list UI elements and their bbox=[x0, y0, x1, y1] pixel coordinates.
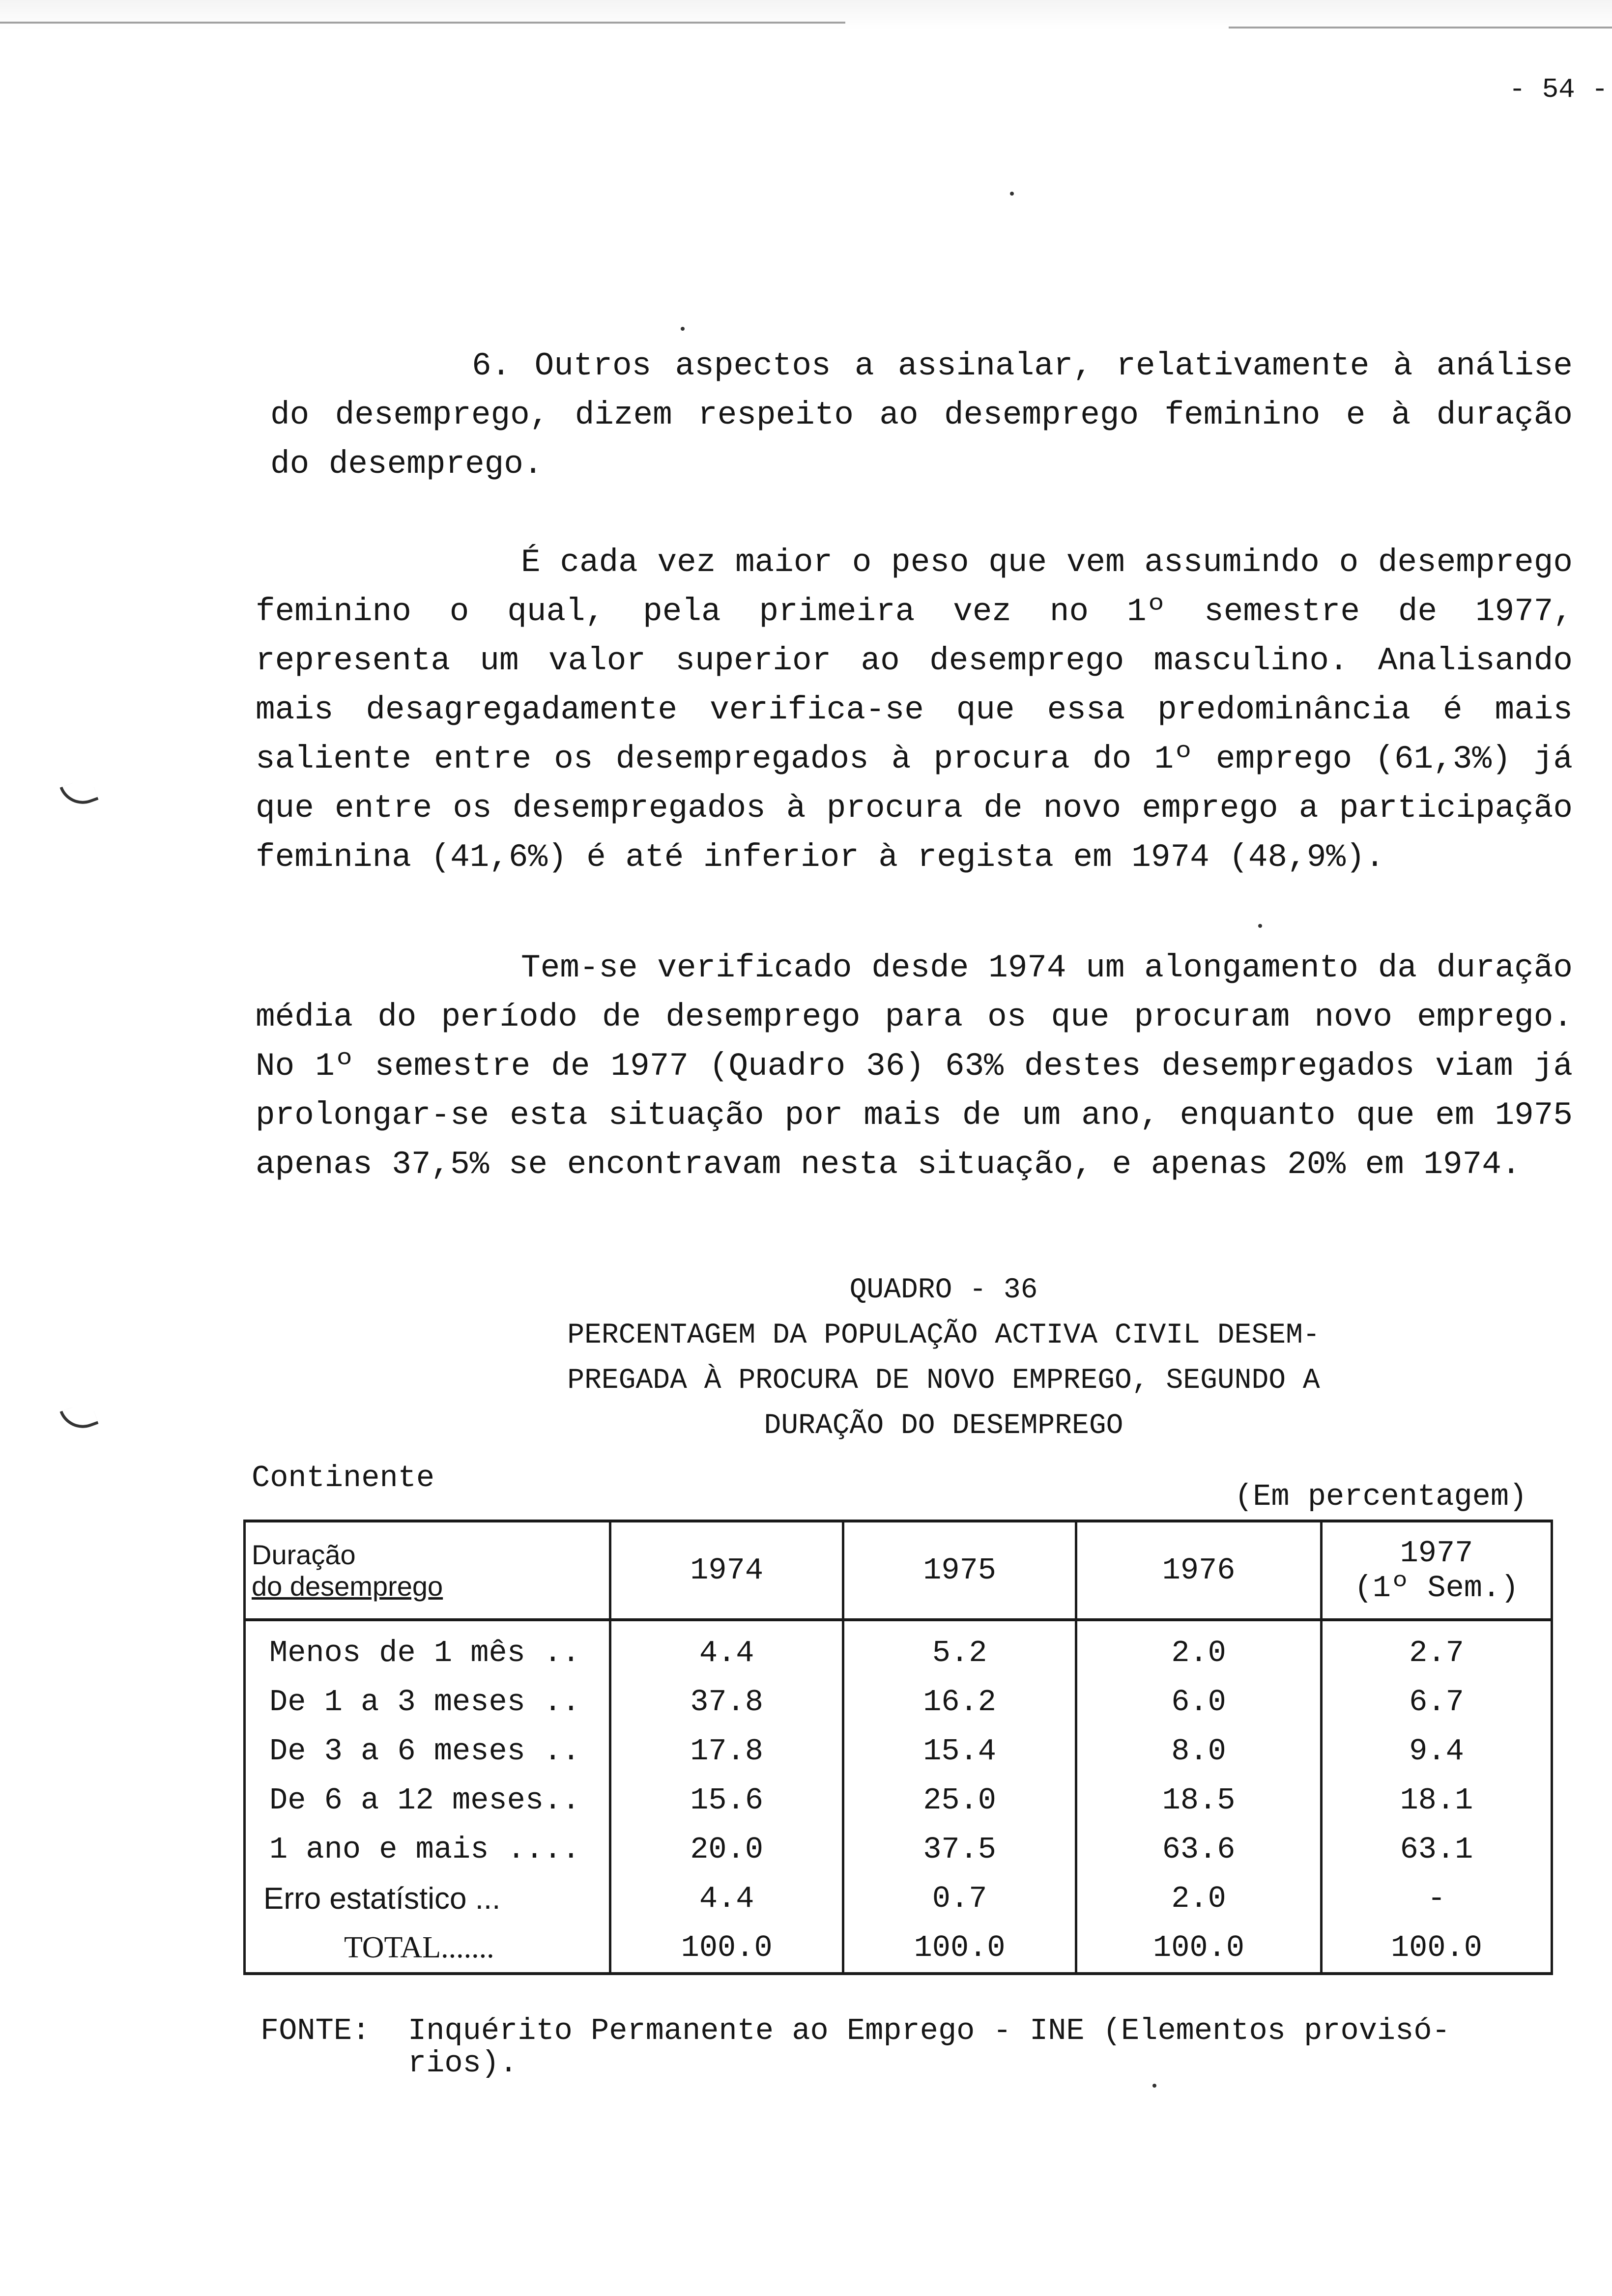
cell-1977: 63.1 bbox=[1321, 1825, 1552, 1874]
speck bbox=[1010, 192, 1014, 196]
cell-1974: 17.8 bbox=[610, 1726, 843, 1776]
table-source bbox=[260, 2015, 1450, 2080]
cell-1976: 18.5 bbox=[1076, 1776, 1322, 1825]
header-1976: 1976 bbox=[1076, 1521, 1322, 1620]
cell-1976: 63.6 bbox=[1076, 1825, 1322, 1874]
row-label: De 6 a 12 meses.. bbox=[245, 1776, 610, 1825]
table-row bbox=[245, 1677, 1552, 1726]
row-label: De 1 a 3 meses .. bbox=[245, 1677, 610, 1726]
scan-artifact-line bbox=[0, 22, 845, 24]
paragraph-3 bbox=[256, 944, 1573, 1189]
cell-1974: 37.8 bbox=[610, 1677, 843, 1726]
binding-hole-mark bbox=[59, 776, 98, 811]
table-total-row bbox=[245, 1923, 1552, 1974]
cell-1974: 100.0 bbox=[610, 1923, 843, 1974]
cell-1976: 100.0 bbox=[1076, 1923, 1322, 1974]
row-label: Menos de 1 mês .. bbox=[245, 1620, 610, 1677]
row-label: Erro estatístico ... bbox=[245, 1874, 610, 1923]
paragraph-1-text: 6. Outros aspectos a assinalar, relativamente à análise do desemprego, dizem respeito ao desemprego feminino e à duração do desemprego. bbox=[270, 347, 1573, 483]
header-1974: 1974 bbox=[610, 1521, 843, 1620]
cell-1974: 15.6 bbox=[610, 1776, 843, 1825]
table-row bbox=[245, 1620, 1552, 1677]
cell-1976: 2.0 bbox=[1076, 1874, 1322, 1923]
cell-1976: 6.0 bbox=[1076, 1677, 1322, 1726]
paragraph-2-text: É cada vez maior o peso que vem assumindo o desemprego feminino o qual, pela primeira vez no 1º semestre de 1977, representa um valor superior ao desemprego masculino. Analisando mais desagregadamente verifica-se que essa predominância é mais saliente entre os desempregados à procura do 1º emprego (61,3%) já que entre os desempregados à procura de novo emprego a participação feminina (41,6%) é até inferior à regista em 1974 (48,9%). bbox=[256, 544, 1573, 876]
cell-1975: 0.7 bbox=[843, 1874, 1076, 1923]
header-1977 bbox=[1321, 1521, 1552, 1620]
header-1977-line1: 1977 bbox=[1400, 1535, 1473, 1571]
cell-1976: 2.0 bbox=[1076, 1620, 1322, 1677]
cell-1975: 15.4 bbox=[843, 1726, 1076, 1776]
speck bbox=[681, 327, 685, 331]
table-region: Continente bbox=[252, 1461, 435, 1495]
cell-1974: 4.4 bbox=[610, 1874, 843, 1923]
header-1977-line2: (1º Sem.) bbox=[1354, 1570, 1519, 1606]
table-title-line: PERCENTAGEM DA POPULAÇÃO ACTIVA CIVIL DESEM- bbox=[567, 1320, 1320, 1351]
row-label: De 3 a 6 meses .. bbox=[245, 1726, 610, 1776]
table-row bbox=[245, 1825, 1552, 1874]
source-text: Inquérito Permanente ao Emprego - INE (Elementos provisó- bbox=[408, 2013, 1450, 2048]
table-number: QUADRO - 36 bbox=[849, 1274, 1038, 1306]
cell-1975: 16.2 bbox=[843, 1677, 1076, 1726]
paragraph-3-text: Tem-se verificado desde 1974 um alongamento da duração média do período de desemprego para os que procuram novo emprego. No 1º semestre de 1977 (Quadro 36) 63% destes desempregados viam já prolongar-se esta situação por mais de um ano, enquanto que em 1975 apenas 37,5% se encontravam nesta situação, e apenas 20% em 1974. bbox=[256, 949, 1573, 1183]
cell-1977: 18.1 bbox=[1321, 1776, 1552, 1825]
header-duration bbox=[245, 1521, 610, 1620]
cell-1977: - bbox=[1321, 1874, 1552, 1923]
cell-1974: 4.4 bbox=[610, 1620, 843, 1677]
cell-1974: 20.0 bbox=[610, 1825, 843, 1874]
cell-1976: 8.0 bbox=[1076, 1726, 1322, 1776]
source-text-continued: rios). bbox=[408, 2046, 518, 2081]
header-1975: 1975 bbox=[843, 1521, 1076, 1620]
paragraph-1 bbox=[270, 342, 1573, 489]
cell-1975: 25.0 bbox=[843, 1776, 1076, 1825]
cell-1977: 6.7 bbox=[1321, 1677, 1552, 1726]
cell-1975: 100.0 bbox=[843, 1923, 1076, 1974]
cell-1977: 100.0 bbox=[1321, 1923, 1552, 1974]
scan-edge bbox=[0, 0, 1612, 29]
table-row bbox=[245, 1726, 1552, 1776]
header-duration-line1: Duração bbox=[252, 1539, 356, 1570]
page-number: - 54 - bbox=[1509, 74, 1608, 105]
cell-1975: 37.5 bbox=[843, 1825, 1076, 1874]
binding-hole-mark bbox=[59, 1401, 98, 1435]
table-row bbox=[245, 1874, 1552, 1923]
table-header-row bbox=[245, 1521, 1552, 1620]
row-label: 1 ano e mais .... bbox=[245, 1825, 610, 1874]
duration-table bbox=[243, 1520, 1553, 1975]
paragraph-2 bbox=[256, 538, 1573, 882]
speck bbox=[1258, 924, 1262, 928]
cell-1977: 9.4 bbox=[1321, 1726, 1552, 1776]
cell-1977: 2.7 bbox=[1321, 1620, 1552, 1677]
header-duration-line2: do desemprego bbox=[252, 1570, 443, 1602]
table-heading bbox=[482, 1268, 1406, 1449]
table-title-line: PREGADA À PROCURA DE NOVO EMPREGO, SEGUNDO A bbox=[567, 1365, 1320, 1397]
scan-artifact-line bbox=[1229, 27, 1612, 29]
row-label: TOTAL....... bbox=[245, 1923, 610, 1974]
table-title-line: DURAÇÃO DO DESEMPREGO bbox=[764, 1410, 1123, 1442]
speck bbox=[1152, 2084, 1156, 2088]
source-label: FONTE: bbox=[260, 2013, 371, 2048]
cell-1975: 5.2 bbox=[843, 1620, 1076, 1677]
table-row bbox=[245, 1776, 1552, 1825]
table-unit: (Em percentagem) bbox=[1235, 1479, 1527, 1514]
